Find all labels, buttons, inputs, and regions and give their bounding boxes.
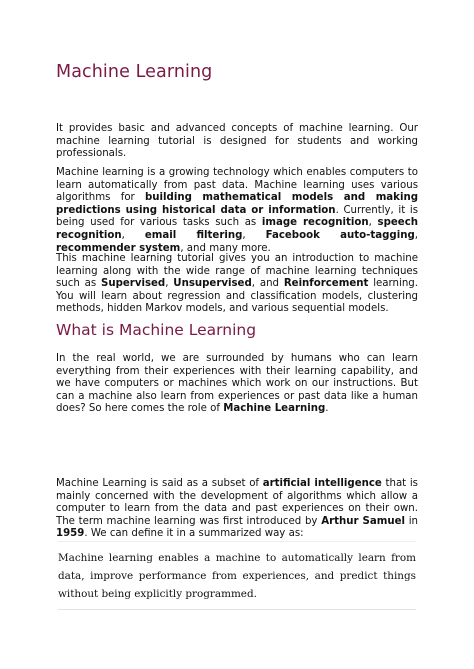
bold-run: recommender system: [56, 242, 181, 254]
text-run: learning. You will learn about regression and classification models, clustering methods, hidden Markov models, and various sequential models.: [56, 278, 418, 315]
bold-run: Reinforcement: [283, 278, 369, 290]
text-run: ,: [121, 229, 145, 241]
text-run: , and: [251, 278, 284, 290]
text-run: . Currently, it is being used for various tasks such as: [56, 204, 419, 229]
bold-run: building mathematical models and making predictions using historical data or information: [56, 192, 418, 216]
definition-quote: Machine learning enables a machine to automatically learn from data, improve performance from experiences, and predict things without being explicitly programmed.: [58, 547, 416, 610]
text-run: .: [325, 403, 329, 415]
text-run: , and many more.: [180, 242, 271, 254]
bold-run: email filtering: [144, 229, 243, 241]
real-world-paragraph: [56, 353, 418, 416]
text-run: In the real world, we are surrounded by humans who can learn everything from their experiences with their learning capability, and we have computers or machines which work on our instructions. But can a machine also learn from experiences or past data like a human does? So here comes the role of: [56, 353, 418, 415]
bold-run: Unsupervised: [173, 278, 252, 290]
bold-run: speech recognition: [56, 217, 419, 241]
text-run: ,: [165, 278, 174, 290]
tutorial-paragraph: [56, 253, 418, 316]
bold-run: Machine Learning: [223, 403, 326, 415]
text-run: This machine learning tutorial gives you an introduction to machine learning along with the wide range of machine learning techniques such as: [56, 253, 418, 290]
text-run: ,: [414, 229, 418, 241]
text-run: ,: [368, 217, 378, 229]
quote-divider: [58, 541, 416, 542]
ml-growth-paragraph: [56, 167, 418, 255]
text-run: . We can define it in a summarized way as:: [84, 528, 304, 540]
text-run: in: [405, 515, 418, 527]
text-run: Machine learning is a growing technology which enables computers to learn automatically from past data. Machine learning uses various algorithms for: [56, 167, 418, 204]
bold-run: Supervised: [101, 278, 166, 290]
definition-paragraph: [56, 478, 418, 541]
bold-run: 1959: [56, 528, 85, 540]
intro-paragraph: It provides basic and advanced concepts of machine learning. Our machine learning tutorial is designed for students and working professionals.: [56, 123, 418, 160]
section-heading: What is Machine Learning: [56, 321, 257, 339]
page-title: Machine Learning: [56, 62, 213, 82]
text-run: Machine Learning is said as a subset of: [56, 478, 263, 489]
bold-run: Facebook auto-tagging: [265, 229, 415, 241]
bold-run: artificial intelligence: [262, 478, 382, 489]
text-run: ,: [242, 229, 266, 241]
bold-run: image recognition: [261, 217, 369, 229]
text-run: that is mainly concerned with the development of algorithms which allow a computer to learn from the data and past experiences on their own. The term machine learning was first introduced by: [56, 478, 418, 527]
bold-run: Arthur Samuel: [321, 515, 405, 527]
